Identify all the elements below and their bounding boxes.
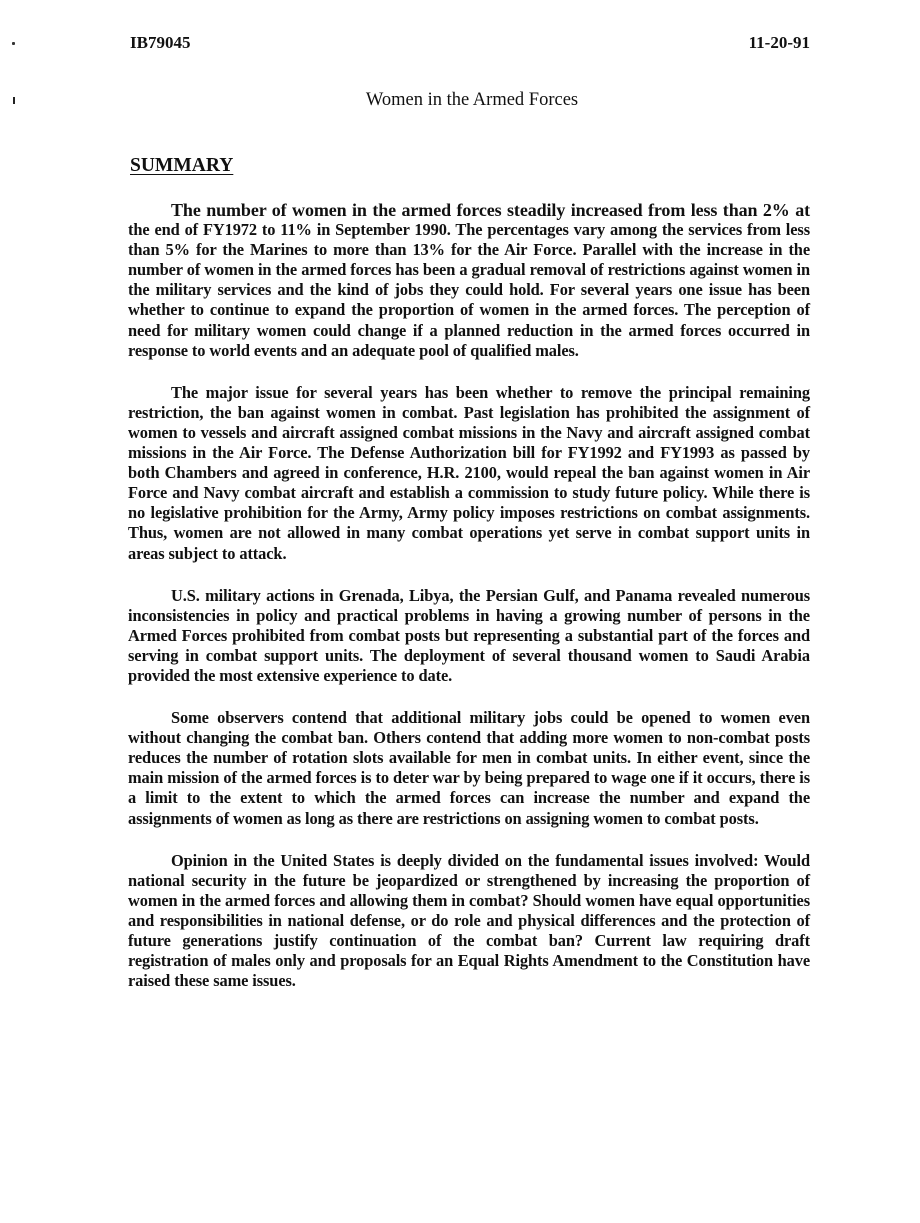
summary-paragraph: U.S. military actions in Grenada, Libya, the Persian Gulf, and Panama revealed numerous inconsistencies in policy and practical problems in having a growing number of persons in the Armed Forces prohibited from combat posts but representing a substantial part of the forces and serving in combat support units. The deployment of several thousand women to Saudi Arabia provided the most extensive experience to date. [128, 585, 810, 685]
document-title: Women in the Armed Forces [365, 90, 579, 110]
summary-paragraph: Opinion in the United States is deeply divided on the fundamental issues involved: Would national security in the future be jeopardized or strengthened by increasing the proportion of women in the armed forces and allowing them in combat? Should women have equal opportunities and responsibilities in national defense, or do role and physical differences and the protection of future generations justify continuation of the combat ban? Current law requiring draft registration of males only and proposals for an Equal Rights Amendment to the Constitution have raised these same issues. [128, 850, 810, 991]
summary-body [128, 200, 810, 1013]
scan-artifact [12, 42, 15, 45]
summary-paragraph: The major issue for several years has been whether to remove the principal remaining restriction, the ban against women in combat. Past legislation has prohibited the assignment of women to vessels and aircraft assigned combat missions in the Navy and aircraft assigned combat missions in the Air Force. The Defense Authorization bill for FY1992 and FY1993 as passed by both Chambers and agreed in conference, H.R. 2100, would repeal the ban against women in Air Force and Navy combat aircraft and establish a commission to study future policy. While there is no legislative prohibition for the Army, Army policy imposes restrictions on combat assignments. Thus, women are not allowed in many combat operations yet serve in combat support units in areas subject to attack. [128, 382, 810, 563]
report-date: 11-20-91 [748, 33, 810, 52]
section-heading-summary: SUMMARY [130, 155, 234, 176]
report-id: IB79045 [130, 33, 191, 52]
summary-paragraph: The number of women in the armed forces steadily increased from less than 2% at the end of FY1972 to 11% in September 1990. The percentages vary among the services from less than 5% for the Marines to more than 13% for the Air Force. Parallel with the increase in the number of women in the armed forces has been a gradual removal of restrictions against women in the military services and the kind of jobs they could hold. For several years one issue has been whether to continue to expand the proportion of women in the armed forces. The perception of need for military women could change if a planned reduction in the armed forces occurred in response to world events and an adequate pool of qualified males. [128, 200, 810, 360]
summary-paragraph: Some observers contend that additional military jobs could be opened to women even without changing the combat ban. Others contend that adding more women to non-combat posts reduces the number of rotation slots available for men in combat units. In either event, since the main mission of the armed forces is to deter war by being prepared to wage one if it occurs, there is a limit to the extent to which the armed forces can increase the number and expand the assignments of women as long as there are restrictions on assigning women to combat posts. [128, 708, 810, 828]
